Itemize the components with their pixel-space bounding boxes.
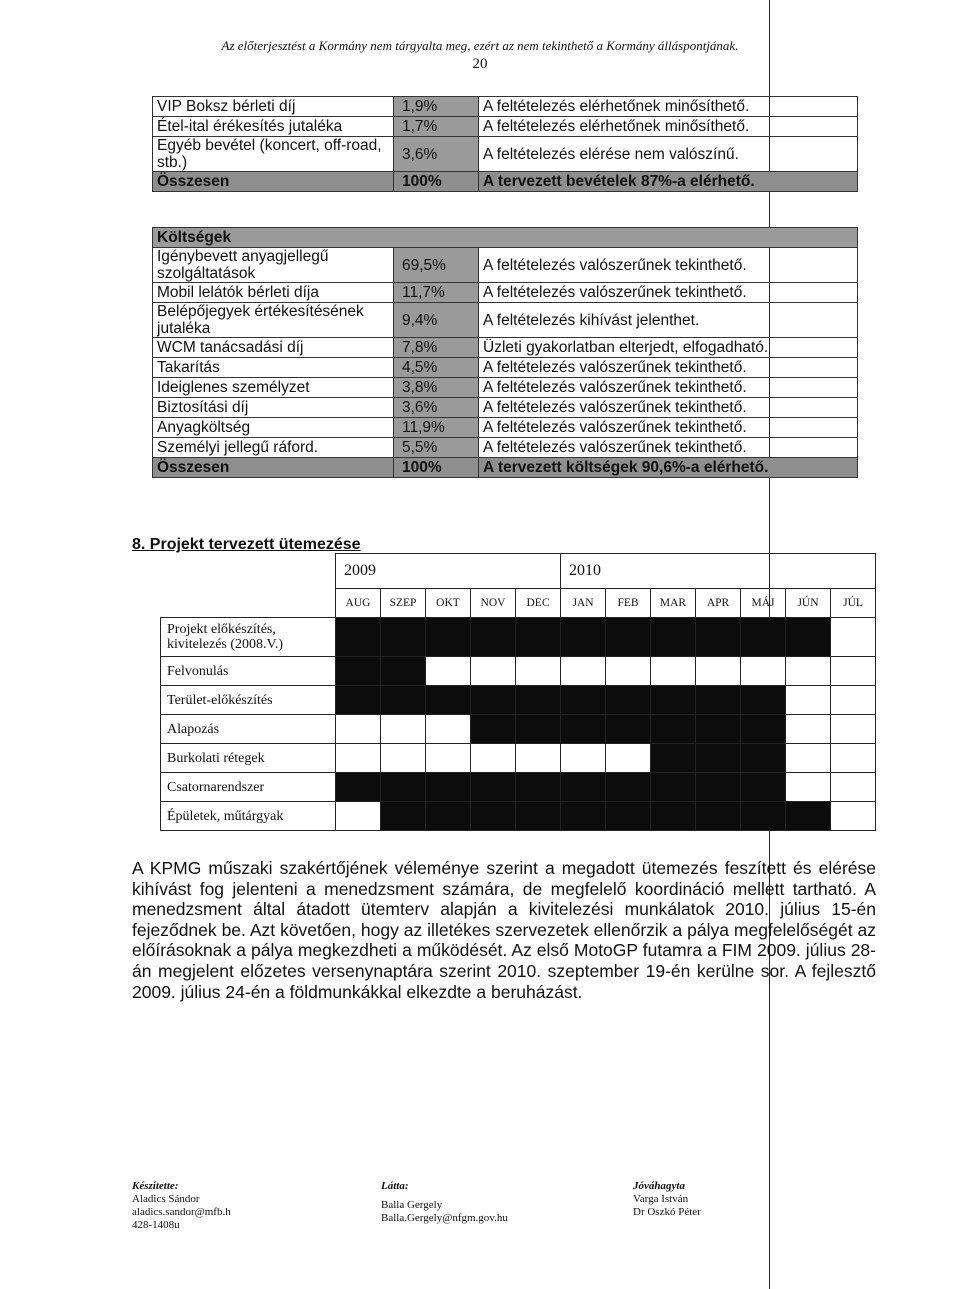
gantt-empty-cell xyxy=(606,744,651,773)
gantt-empty-cell xyxy=(471,657,516,686)
gantt-bar-cell xyxy=(696,802,741,831)
task-label: Épületek, műtárgyak xyxy=(161,802,336,831)
footer-prepared-line: aladics.sandor@mfb.h xyxy=(132,1206,231,1218)
row-label: Étel-ital érékesítés jutaléka xyxy=(153,117,394,137)
cost-row xyxy=(153,438,858,458)
gantt-corner xyxy=(161,554,336,589)
row-percent: 3,8% xyxy=(394,378,479,398)
schedule-gantt-table xyxy=(160,553,876,831)
gantt-empty-cell xyxy=(786,773,831,802)
row-comment: A feltételezés valószerűnek tekinthető. xyxy=(479,283,858,303)
gantt-empty-cell xyxy=(741,657,786,686)
gantt-bar-cell xyxy=(516,773,561,802)
cost-row xyxy=(153,283,858,303)
gantt-bar-cell xyxy=(606,715,651,744)
gantt-bar-cell xyxy=(651,802,696,831)
cost-table xyxy=(152,227,858,478)
task-label: Burkolati rétegek xyxy=(161,744,336,773)
row-comment: A feltételezés valószerűnek tekinthető. xyxy=(479,358,858,378)
row-comment: A tervezett bevételek 87%-a elérhető. xyxy=(479,172,858,192)
gantt-bar-cell xyxy=(651,618,696,657)
gantt-task-row xyxy=(161,618,876,657)
gantt-empty-cell xyxy=(516,744,561,773)
row-comment: A feltételezés valószerűnek tekinthető. xyxy=(479,378,858,398)
gantt-bar-cell xyxy=(741,618,786,657)
row-label: Egyéb bevétel (koncert, off-road, stb.) xyxy=(153,137,394,172)
gantt-month-row xyxy=(161,589,876,618)
gantt-empty-cell xyxy=(606,657,651,686)
assessment-paragraph: A KPMG műszaki szakértőjének véleménye szerint a megadott ütemezés feszített és elérése kihívást fog jelenteni a menedzsment számára, de megfelelő koordináció mellett tartható. A menedzsment által átadott ütemterv alapján a kivitelezési munkálatok 2010. július 15-én fejeződnek be. Azt követően, hogy az illetékes szervezetek ellenőrzik a pálya megfelelőségét az előírásoknak a pálya megkezdheti a működését. Az első MotoGP futamra a FIM 2009. július 28-án megjelent előzetes versenynaptára szerint 2010. szeptember 19-én kerülne sor. A fejlesztő 2009. július 24-én a földmunkákkal elkezdte a beruházást. xyxy=(132,858,876,1002)
footer-seen-title: Látta: xyxy=(381,1180,409,1192)
footer-approved-title: Jóváhagyta xyxy=(633,1180,685,1192)
revenue-row xyxy=(153,97,858,117)
gantt-task-row xyxy=(161,686,876,715)
gantt-empty-cell xyxy=(786,686,831,715)
gantt-empty-cell xyxy=(786,744,831,773)
row-percent: 7,8% xyxy=(394,338,479,358)
row-label: Ideiglenes személyzet xyxy=(153,378,394,398)
gantt-empty-cell xyxy=(831,802,876,831)
gantt-bar-cell xyxy=(651,686,696,715)
footer-approved xyxy=(633,1180,701,1219)
gantt-empty-cell xyxy=(831,773,876,802)
gantt-bar-cell xyxy=(381,618,426,657)
gantt-bar-cell xyxy=(561,715,606,744)
gantt-task-row xyxy=(161,657,876,686)
gantt-bar-cell xyxy=(381,802,426,831)
row-percent: 1,9% xyxy=(394,97,479,117)
cost-header: Költségek xyxy=(153,228,858,248)
gantt-corner xyxy=(161,589,336,618)
month-header: NOV xyxy=(471,589,516,618)
row-label: WCM tanácsadási díj xyxy=(153,338,394,358)
footer-prepared-title: Készítette: xyxy=(132,1180,179,1192)
year-2009: 2009 xyxy=(336,554,561,589)
gantt-empty-cell xyxy=(426,657,471,686)
row-comment: Üzleti gyakorlatban elterjedt, elfogadható. xyxy=(479,338,858,358)
row-comment: A feltételezés valószerűnek tekinthető. xyxy=(479,398,858,418)
gantt-bar-cell xyxy=(516,802,561,831)
row-label: VIP Boksz bérleti díj xyxy=(153,97,394,117)
gantt-bar-cell xyxy=(696,686,741,715)
gantt-task-row xyxy=(161,802,876,831)
schedule-title: 8. Projekt tervezett ütemezése xyxy=(132,536,361,553)
month-header: MÁJ xyxy=(741,589,786,618)
gantt-empty-cell xyxy=(561,744,606,773)
footer-prepared-line: Aladics Sándor xyxy=(132,1193,200,1205)
page-number: 20 xyxy=(472,56,488,72)
gantt-bar-cell xyxy=(741,686,786,715)
gantt-empty-cell xyxy=(831,657,876,686)
cost-row xyxy=(153,303,858,338)
gantt-year-row xyxy=(161,554,876,589)
gantt-bar-cell xyxy=(741,744,786,773)
footer-prepared xyxy=(132,1180,231,1232)
row-comment: A feltételezés elérése nem valószínű. xyxy=(479,137,858,172)
gantt-bar-cell xyxy=(336,686,381,715)
gantt-bar-cell xyxy=(696,744,741,773)
month-header: MAR xyxy=(651,589,696,618)
gantt-empty-cell xyxy=(831,618,876,657)
row-percent: 9,4% xyxy=(394,303,479,338)
gantt-task-row xyxy=(161,773,876,802)
gantt-bar-cell xyxy=(696,618,741,657)
gantt-empty-cell xyxy=(651,657,696,686)
row-percent: 69,5% xyxy=(394,248,479,283)
gantt-bar-cell xyxy=(606,773,651,802)
gantt-bar-cell xyxy=(336,773,381,802)
row-percent: 100% xyxy=(394,172,479,192)
gantt-bar-cell xyxy=(561,618,606,657)
gantt-empty-cell xyxy=(561,657,606,686)
cost-total-row xyxy=(153,458,858,478)
gantt-bar-cell xyxy=(651,715,696,744)
gantt-bar-cell xyxy=(561,686,606,715)
gantt-empty-cell xyxy=(471,744,516,773)
gantt-bar-cell xyxy=(741,715,786,744)
gantt-empty-cell xyxy=(336,715,381,744)
gantt-bar-cell xyxy=(696,715,741,744)
gantt-bar-cell xyxy=(516,618,561,657)
gantt-empty-cell xyxy=(426,715,471,744)
row-label: Összesen xyxy=(153,458,394,478)
row-comment: A feltételezés elérhetőnek minősíthető. xyxy=(479,97,858,117)
gantt-empty-cell xyxy=(381,715,426,744)
gantt-empty-cell xyxy=(426,744,471,773)
cost-row xyxy=(153,358,858,378)
gantt-empty-cell xyxy=(831,715,876,744)
gantt-task-row xyxy=(161,715,876,744)
gantt-bar-cell xyxy=(336,618,381,657)
cost-row xyxy=(153,248,858,283)
footer-seen-line: Balla Gergely xyxy=(381,1199,443,1211)
cost-row xyxy=(153,378,858,398)
row-comment: A feltételezés valószerűnek tekinthető. xyxy=(479,418,858,438)
gantt-empty-cell xyxy=(381,744,426,773)
row-percent: 4,5% xyxy=(394,358,479,378)
gantt-bar-cell xyxy=(786,802,831,831)
revenue-table xyxy=(152,96,858,192)
row-comment: A tervezett költségek 90,6%-a elérhető. xyxy=(479,458,858,478)
row-label: Igénybevett anyagjellegű szolgáltatások xyxy=(153,248,394,283)
row-label: Mobil lelátók bérleti díja xyxy=(153,283,394,303)
gantt-bar-cell xyxy=(696,773,741,802)
row-comment: A feltételezés elérhetőnek minősíthető. xyxy=(479,117,858,137)
gantt-bar-cell xyxy=(561,773,606,802)
gantt-bar-cell xyxy=(381,657,426,686)
month-header: AUG xyxy=(336,589,381,618)
month-header: DEC xyxy=(516,589,561,618)
task-label: Projekt előkészítés, kivitelezés (2008.V.) xyxy=(161,618,336,657)
gantt-empty-cell xyxy=(786,715,831,744)
row-label: Belépőjegyek értékesítésének jutaléka xyxy=(153,303,394,338)
row-label: Összesen xyxy=(153,172,394,192)
gantt-bar-cell xyxy=(471,773,516,802)
gantt-bar-cell xyxy=(516,686,561,715)
gantt-bar-cell xyxy=(741,802,786,831)
gantt-bar-cell xyxy=(651,744,696,773)
gantt-empty-cell xyxy=(696,657,741,686)
row-label: Biztosítási díj xyxy=(153,398,394,418)
gantt-empty-cell xyxy=(831,744,876,773)
cost-header-row xyxy=(153,228,858,248)
row-comment: A feltételezés kihívást jelenthet. xyxy=(479,303,858,338)
revenue-row xyxy=(153,137,858,172)
gantt-bar-cell xyxy=(651,773,696,802)
gantt-empty-cell xyxy=(336,802,381,831)
gantt-bar-cell xyxy=(426,802,471,831)
task-label: Terület-előkészítés xyxy=(161,686,336,715)
header-note: Az előterjesztést a Kormány nem tárgyalta meg, ezért az nem tekinthető a Kormány álláspontjának. xyxy=(221,38,739,53)
gantt-empty-cell xyxy=(786,657,831,686)
row-comment: A feltételezés valószerűnek tekinthető. xyxy=(479,438,858,458)
task-label: Alapozás xyxy=(161,715,336,744)
row-percent: 5,5% xyxy=(394,438,479,458)
footer-approved-line: Varga István xyxy=(633,1193,689,1205)
row-label: Anyagköltség xyxy=(153,418,394,438)
row-label: Takarítás xyxy=(153,358,394,378)
footer-seen xyxy=(381,1180,508,1225)
task-label: Felvonulás xyxy=(161,657,336,686)
row-percent: 11,9% xyxy=(394,418,479,438)
year-2010: 2010 xyxy=(561,554,876,589)
gantt-bar-cell xyxy=(381,686,426,715)
revenue-row xyxy=(153,117,858,137)
revenue-total-row xyxy=(153,172,858,192)
gantt-bar-cell xyxy=(516,715,561,744)
cost-row xyxy=(153,398,858,418)
gantt-bar-cell xyxy=(381,773,426,802)
gantt-bar-cell xyxy=(786,618,831,657)
month-header: JAN xyxy=(561,589,606,618)
gantt-bar-cell xyxy=(426,686,471,715)
gantt-bar-cell xyxy=(606,802,651,831)
gantt-bar-cell xyxy=(606,686,651,715)
gantt-bar-cell xyxy=(741,773,786,802)
footer-approved-line: Dr Oszkó Péter xyxy=(633,1206,701,1218)
footer-prepared-line: 428-1408u xyxy=(132,1219,180,1231)
gantt-empty-cell xyxy=(831,686,876,715)
gantt-bar-cell xyxy=(426,773,471,802)
row-percent: 100% xyxy=(394,458,479,478)
month-header: APR xyxy=(696,589,741,618)
gantt-bar-cell xyxy=(336,657,381,686)
gantt-bar-cell xyxy=(606,618,651,657)
gantt-bar-cell xyxy=(561,802,606,831)
month-header: JÚN xyxy=(786,589,831,618)
row-percent: 3,6% xyxy=(394,137,479,172)
gantt-bar-cell xyxy=(426,618,471,657)
row-comment: A feltételezés valószerűnek tekinthető. xyxy=(479,248,858,283)
footer-seen-line: Balla.Gergely@nfgm.gov.hu xyxy=(381,1212,508,1224)
month-header: SZEP xyxy=(381,589,426,618)
row-label: Személyi jellegű ráford. xyxy=(153,438,394,458)
month-header: OKT xyxy=(426,589,471,618)
month-header: FEB xyxy=(606,589,651,618)
row-percent: 11,7% xyxy=(394,283,479,303)
gantt-bar-cell xyxy=(471,802,516,831)
gantt-empty-cell xyxy=(336,744,381,773)
month-header: JÚL xyxy=(831,589,876,618)
cost-row xyxy=(153,418,858,438)
gantt-bar-cell xyxy=(471,618,516,657)
gantt-task-row xyxy=(161,744,876,773)
row-percent: 3,6% xyxy=(394,398,479,418)
gantt-bar-cell xyxy=(471,715,516,744)
task-label: Csatornarendszer xyxy=(161,773,336,802)
gantt-empty-cell xyxy=(516,657,561,686)
gantt-bar-cell xyxy=(471,686,516,715)
cost-row xyxy=(153,338,858,358)
row-percent: 1,7% xyxy=(394,117,479,137)
